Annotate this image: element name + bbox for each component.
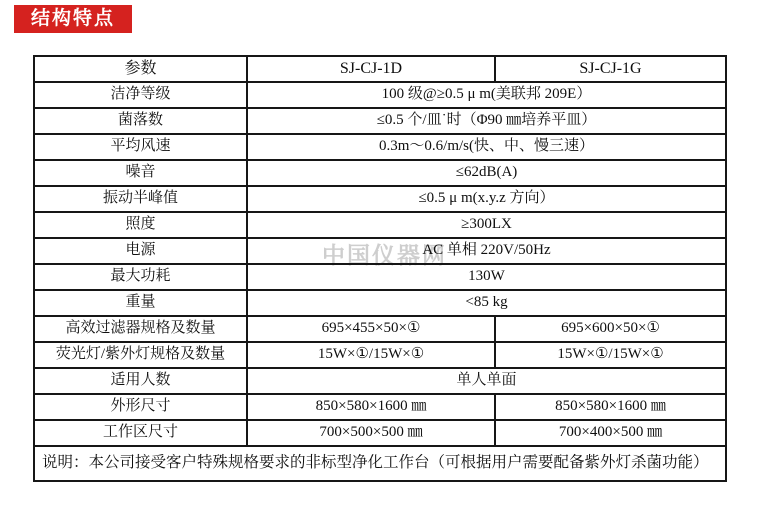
table-row [34,212,726,238]
row-value-span: AC 单相 220V/50Hz [247,238,726,264]
table-row [34,368,726,394]
table-row [34,108,726,134]
col-header-model-sj-cj-1d: SJ-CJ-1D [247,56,495,82]
table-row [34,186,726,212]
col-header-model-sj-cj-1g: SJ-CJ-1G [495,56,726,82]
row-value-span: ≤0.5 个/皿˙时（Φ90 ㎜培养平皿） [247,108,726,134]
row-label: 高效过滤器规格及数量 [34,316,247,342]
row-value-sj-cj-1d: 695×455×50×① [247,316,495,342]
row-label: 荧光灯/紫外灯规格及数量 [34,342,247,368]
row-value-span: 0.3m～0.6/m/s(快、中、慢三速） [247,134,726,160]
section-title-badge: 结构特点 [14,5,132,33]
table-row [34,238,726,264]
spec-table [33,55,727,482]
row-label: 噪音 [34,160,247,186]
table-row [34,264,726,290]
row-label: 适用人数 [34,368,247,394]
row-value-sj-cj-1g: 700×400×500 ㎜ [495,420,726,446]
table-row [34,160,726,186]
table-row [34,134,726,160]
row-value-span: 100 级@≥0.5 μ m(美联邦 209E） [247,82,726,108]
watermark-text: 中国仪器网 [322,242,447,268]
row-value-sj-cj-1g: 15W×①/15W×① [495,342,726,368]
row-label: 平均风速 [34,134,247,160]
note-text: 说明：本公司接受客户特殊规格要求的非标型净化工作台（可根据用户需要配备紫外灯杀菌功能） [34,446,726,481]
row-value-sj-cj-1d: 15W×①/15W×① [247,342,495,368]
row-value-span: <85 kg [247,290,726,316]
row-label: 照度 [34,212,247,238]
row-label: 外形尺寸 [34,394,247,420]
table-row [34,82,726,108]
table-row [34,342,726,368]
spec-table-body [34,82,726,446]
table-row [34,290,726,316]
row-label: 振动半峰值 [34,186,247,212]
row-label: 重量 [34,290,247,316]
note-row [34,446,726,481]
row-value-sj-cj-1g: 850×580×1600 ㎜ [495,394,726,420]
row-value-span: 单人单面 [247,368,726,394]
row-label: 电源 [34,238,247,264]
table-header-row [34,56,726,82]
row-label: 工作区尺寸 [34,420,247,446]
row-value-sj-cj-1g: 695×600×50×① [495,316,726,342]
table-row [34,420,726,446]
row-value-sj-cj-1d: 700×500×500 ㎜ [247,420,495,446]
row-value-span: ≤62dB(A) [247,160,726,186]
row-value-span: 130W [247,264,726,290]
row-value-sj-cj-1d: 850×580×1600 ㎜ [247,394,495,420]
table-row [34,316,726,342]
row-value-span: ≤0.5 μ m(x.y.z 方向） [247,186,726,212]
row-label: 菌落数 [34,108,247,134]
row-label: 最大功耗 [34,264,247,290]
row-label: 洁净等级 [34,82,247,108]
table-row [34,394,726,420]
row-value-span: ≥300LX [247,212,726,238]
col-header-parameter: 参数 [34,56,247,82]
